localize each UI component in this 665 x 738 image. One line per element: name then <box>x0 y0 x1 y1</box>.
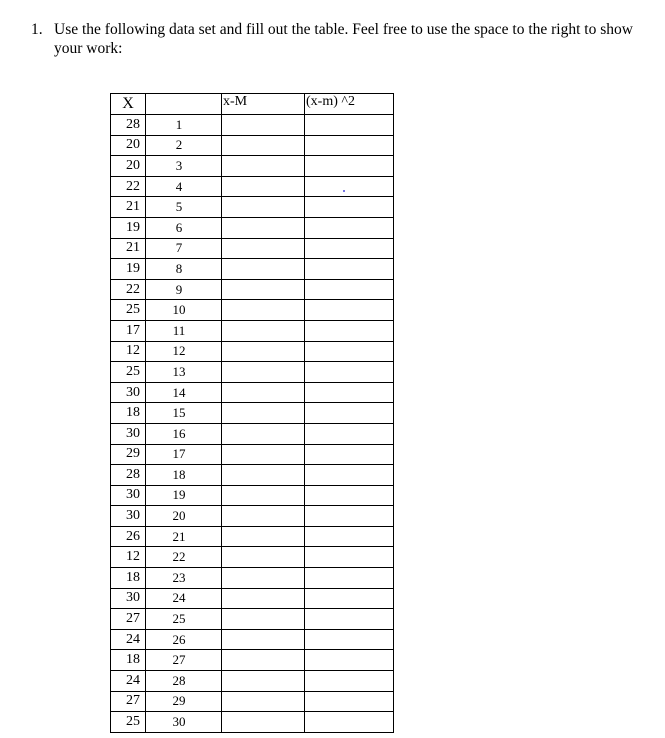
squared-deviation-cell[interactable] <box>305 485 394 506</box>
x-value-cell: 26 <box>111 526 146 547</box>
x-minus-m-cell[interactable] <box>222 403 305 424</box>
row-number-cell: 9 <box>146 279 222 300</box>
x-value-cell: 25 <box>111 712 146 733</box>
squared-deviation-cell[interactable] <box>305 671 394 692</box>
x-minus-m-cell[interactable] <box>222 423 305 444</box>
table-row <box>111 176 394 197</box>
x-value-cell: 12 <box>111 341 146 362</box>
squared-deviation-cell[interactable] <box>305 691 394 712</box>
table-row <box>111 259 394 280</box>
x-minus-m-cell[interactable] <box>222 485 305 506</box>
x-value-cell: 18 <box>111 403 146 424</box>
x-minus-m-cell[interactable] <box>222 135 305 156</box>
squared-deviation-cell[interactable] <box>305 341 394 362</box>
x-value-cell: 27 <box>111 691 146 712</box>
table-row <box>111 609 394 630</box>
x-value-cell: 18 <box>111 650 146 671</box>
squared-deviation-cell[interactable] <box>305 259 394 280</box>
row-number-cell: 20 <box>146 506 222 527</box>
x-value-cell: 30 <box>111 588 146 609</box>
stray-dot-mark <box>343 190 345 192</box>
x-value-cell: 19 <box>111 217 146 238</box>
row-number-cell: 25 <box>146 609 222 630</box>
row-number-cell: 4 <box>146 176 222 197</box>
table-row <box>111 300 394 321</box>
x-value-cell: 18 <box>111 568 146 589</box>
squared-deviation-cell[interactable] <box>305 300 394 321</box>
row-number-cell: 24 <box>146 588 222 609</box>
table-row <box>111 403 394 424</box>
table-row <box>111 526 394 547</box>
row-number-cell: 16 <box>146 423 222 444</box>
x-minus-m-cell[interactable] <box>222 568 305 589</box>
table-row <box>111 115 394 136</box>
table-row <box>111 691 394 712</box>
table-row <box>111 465 394 486</box>
row-number-cell: 2 <box>146 135 222 156</box>
table-row <box>111 135 394 156</box>
x-minus-m-cell[interactable] <box>222 115 305 136</box>
x-minus-m-cell[interactable] <box>222 259 305 280</box>
table-row <box>111 382 394 403</box>
table-row <box>111 650 394 671</box>
x-minus-m-cell[interactable] <box>222 341 305 362</box>
table-row <box>111 156 394 177</box>
squared-deviation-cell[interactable] <box>305 362 394 383</box>
squared-deviation-cell[interactable] <box>305 712 394 733</box>
table-header-row <box>111 94 394 115</box>
x-minus-m-cell[interactable] <box>222 465 305 486</box>
x-value-cell: 30 <box>111 382 146 403</box>
squared-deviation-cell[interactable] <box>305 547 394 568</box>
x-minus-m-cell[interactable] <box>222 176 305 197</box>
squared-deviation-cell[interactable] <box>305 217 394 238</box>
x-value-cell: 20 <box>111 156 146 177</box>
squared-deviation-cell[interactable] <box>305 382 394 403</box>
x-minus-m-cell[interactable] <box>222 300 305 321</box>
table-row <box>111 629 394 650</box>
squared-deviation-cell[interactable] <box>305 444 394 465</box>
header-squared-deviation: (x-m) ^2 <box>305 94 394 115</box>
row-number-cell: 12 <box>146 341 222 362</box>
x-minus-m-cell[interactable] <box>222 588 305 609</box>
row-number-cell: 15 <box>146 403 222 424</box>
x-minus-m-cell[interactable] <box>222 320 305 341</box>
x-minus-m-cell[interactable] <box>222 712 305 733</box>
table-row <box>111 671 394 692</box>
squared-deviation-cell[interactable] <box>305 526 394 547</box>
row-number-cell: 7 <box>146 238 222 259</box>
x-value-cell: 30 <box>111 506 146 527</box>
table-row <box>111 238 394 259</box>
table-row <box>111 279 394 300</box>
x-minus-m-cell[interactable] <box>222 279 305 300</box>
table-row <box>111 217 394 238</box>
row-number-cell: 29 <box>146 691 222 712</box>
squared-deviation-cell[interactable] <box>305 465 394 486</box>
x-minus-m-cell[interactable] <box>222 547 305 568</box>
x-minus-m-cell[interactable] <box>222 238 305 259</box>
table-row <box>111 506 394 527</box>
row-number-cell: 14 <box>146 382 222 403</box>
table-row <box>111 568 394 589</box>
x-minus-m-cell[interactable] <box>222 444 305 465</box>
x-value-cell: 12 <box>111 547 146 568</box>
data-table <box>110 93 394 733</box>
x-minus-m-cell[interactable] <box>222 156 305 177</box>
table-row <box>111 485 394 506</box>
table-row <box>111 547 394 568</box>
table-row <box>111 341 394 362</box>
question-block <box>31 20 656 58</box>
x-value-cell: 22 <box>111 279 146 300</box>
x-value-cell: 24 <box>111 671 146 692</box>
x-minus-m-cell[interactable] <box>222 609 305 630</box>
x-value-cell: 17 <box>111 320 146 341</box>
x-minus-m-cell[interactable] <box>222 671 305 692</box>
squared-deviation-cell[interactable] <box>305 423 394 444</box>
squared-deviation-cell[interactable] <box>305 238 394 259</box>
squared-deviation-cell[interactable] <box>305 568 394 589</box>
x-minus-m-cell[interactable] <box>222 362 305 383</box>
row-number-cell: 3 <box>146 156 222 177</box>
row-number-cell: 8 <box>146 259 222 280</box>
row-number-cell: 5 <box>146 197 222 218</box>
table-row <box>111 444 394 465</box>
x-minus-m-cell[interactable] <box>222 506 305 527</box>
x-minus-m-cell[interactable] <box>222 382 305 403</box>
row-number-cell: 6 <box>146 217 222 238</box>
squared-deviation-cell[interactable] <box>305 650 394 671</box>
row-number-cell: 28 <box>146 671 222 692</box>
x-value-cell: 19 <box>111 259 146 280</box>
header-x-minus-m: x-M <box>222 94 305 115</box>
row-number-cell: 10 <box>146 300 222 321</box>
row-number-cell: 11 <box>146 320 222 341</box>
squared-deviation-cell[interactable] <box>305 588 394 609</box>
question-number: 1. <box>31 21 43 38</box>
x-value-cell: 24 <box>111 629 146 650</box>
table-row <box>111 197 394 218</box>
row-number-cell: 23 <box>146 568 222 589</box>
squared-deviation-cell[interactable] <box>305 279 394 300</box>
squared-deviation-cell[interactable] <box>305 506 394 527</box>
x-minus-m-cell[interactable] <box>222 650 305 671</box>
squared-deviation-cell[interactable] <box>305 320 394 341</box>
row-number-cell: 18 <box>146 465 222 486</box>
row-number-cell: 27 <box>146 650 222 671</box>
x-value-cell: 20 <box>111 135 146 156</box>
row-number-cell: 30 <box>146 712 222 733</box>
table-row <box>111 712 394 733</box>
x-value-cell: 28 <box>111 465 146 486</box>
x-value-cell: 30 <box>111 485 146 506</box>
row-number-cell: 1 <box>146 115 222 136</box>
squared-deviation-cell[interactable] <box>305 115 394 136</box>
x-minus-m-cell[interactable] <box>222 691 305 712</box>
row-number-cell: 21 <box>146 526 222 547</box>
row-number-cell: 13 <box>146 362 222 383</box>
table-row <box>111 320 394 341</box>
x-value-cell: 29 <box>111 444 146 465</box>
squared-deviation-cell[interactable] <box>305 403 394 424</box>
x-value-cell: 22 <box>111 176 146 197</box>
x-value-cell: 21 <box>111 238 146 259</box>
x-minus-m-cell[interactable] <box>222 217 305 238</box>
header-x: X <box>111 94 146 115</box>
row-number-cell: 19 <box>146 485 222 506</box>
x-value-cell: 30 <box>111 423 146 444</box>
x-value-cell: 25 <box>111 300 146 321</box>
question-text: Use the following data set and fill out the table. Feel free to use the space to the right to show your work: <box>54 21 633 57</box>
x-minus-m-cell[interactable] <box>222 197 305 218</box>
squared-deviation-cell[interactable] <box>305 629 394 650</box>
x-value-cell: 28 <box>111 115 146 136</box>
table-row <box>111 588 394 609</box>
squared-deviation-cell[interactable] <box>305 176 394 197</box>
header-index <box>146 94 222 115</box>
table-row <box>111 423 394 444</box>
x-value-cell: 21 <box>111 197 146 218</box>
table-body <box>111 115 394 733</box>
squared-deviation-cell[interactable] <box>305 156 394 177</box>
table-row <box>111 362 394 383</box>
row-number-cell: 22 <box>146 547 222 568</box>
row-number-cell: 26 <box>146 629 222 650</box>
x-value-cell: 27 <box>111 609 146 630</box>
squared-deviation-cell[interactable] <box>305 197 394 218</box>
x-minus-m-cell[interactable] <box>222 526 305 547</box>
x-value-cell: 25 <box>111 362 146 383</box>
x-minus-m-cell[interactable] <box>222 629 305 650</box>
squared-deviation-cell[interactable] <box>305 135 394 156</box>
squared-deviation-cell[interactable] <box>305 609 394 630</box>
row-number-cell: 17 <box>146 444 222 465</box>
